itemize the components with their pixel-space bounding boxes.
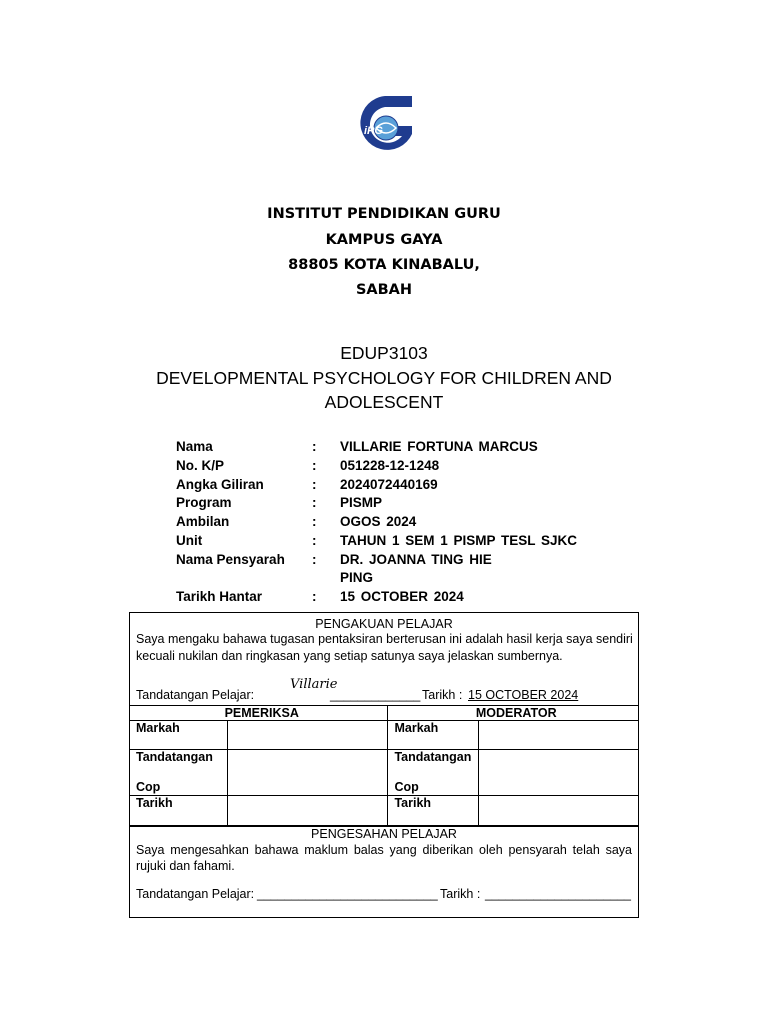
markah-label: Markah	[388, 721, 479, 750]
declaration-line2: kecuali nukilan dan ringkasan yang setiap satunya saya jelaskan sumbernya.	[136, 649, 563, 663]
info-row	[176, 589, 636, 608]
postcode-city: 88805 KOTA KINABALU,	[288, 257, 480, 273]
info-label: Unit	[176, 533, 203, 548]
pemeriksa-tandatangan-cell[interactable]	[227, 750, 388, 796]
pemeriksa-header: PEMERIKSA	[130, 706, 388, 721]
tarikh-label: Tarikh	[388, 796, 479, 826]
info-value: OGOS 2024	[340, 514, 417, 529]
info-row	[176, 495, 636, 514]
moderator-markah-cell[interactable]	[479, 721, 639, 750]
info-value: PISMP	[340, 495, 383, 510]
pemeriksa-tarikh-cell[interactable]	[227, 796, 388, 826]
info-colon: :	[312, 477, 317, 492]
declaration-date-value: 15 OCTOBER 2024	[468, 688, 579, 702]
declaration-line1: Saya mengaku bahawa tugasan pentaksiran berterusan ini adalah hasil kerja saya sendiri	[136, 632, 633, 646]
confirmation-sign-line[interactable]: __________________________	[257, 887, 438, 901]
info-row	[176, 570, 636, 589]
moderator-tarikh-cell[interactable]	[479, 796, 639, 826]
course-code: EDUP3103	[340, 343, 428, 363]
info-row	[176, 533, 636, 552]
info-value: PING	[340, 570, 374, 585]
info-colon: :	[312, 495, 317, 510]
info-row	[176, 514, 636, 533]
info-label: No. K/P	[176, 458, 225, 473]
confirmation-line2: rujuki dan fahami.	[136, 859, 235, 873]
ipg-logo-icon	[356, 94, 414, 164]
logo-text: iPG	[364, 125, 383, 137]
confirmation-date-line[interactable]: _____________________	[485, 887, 631, 901]
info-value: TAHUN 1 SEM 1 PISMP TESL SJKC	[340, 533, 578, 548]
info-label: Angka Giliran	[176, 477, 264, 492]
tandatangan-label: Tandatangan	[136, 750, 213, 764]
confirmation-box	[129, 826, 639, 918]
info-label: Nama	[176, 439, 213, 454]
tarikh-label: Tarikh	[130, 796, 228, 826]
student-sign-label: Tandatangan Pelajar:	[136, 688, 255, 702]
signature-line: _____________	[330, 688, 421, 702]
campus-name: KAMPUS GAYA	[325, 232, 443, 248]
info-value: DR. JOANNA TING HIE	[340, 552, 492, 567]
info-colon: :	[312, 552, 317, 567]
moderator-header: MODERATOR	[388, 706, 639, 721]
info-value: 15 OCTOBER 2024	[340, 589, 464, 604]
assessment-table	[129, 705, 639, 826]
cop-label: Cop	[394, 780, 419, 794]
info-colon: :	[312, 458, 317, 473]
info-colon: :	[312, 533, 317, 548]
info-label: Program	[176, 495, 232, 510]
info-colon: :	[312, 439, 317, 454]
tandatangan-label: Tandatangan	[394, 750, 472, 764]
tandatangan-cop-label	[388, 750, 479, 796]
info-colon: :	[312, 514, 317, 529]
info-label: Nama Pensyarah	[176, 552, 285, 567]
info-value: 051228-12-1248	[340, 458, 440, 473]
institute-name: INSTITUT PENDIDIKAN GURU	[267, 206, 501, 222]
confirmation-date-label: Tarikh :	[440, 887, 481, 901]
tandatangan-cop-label	[130, 750, 228, 796]
info-value: VILLARIE FORTUNA MARCUS	[340, 439, 538, 454]
info-row	[176, 477, 636, 496]
confirmation-line1: Saya mengesahkan bahawa maklum balas yang diberikan oleh pensyarah telah saya	[136, 843, 632, 857]
declaration-title: PENGAKUAN PELAJAR	[315, 617, 453, 631]
info-label: Tarikh Hantar	[176, 589, 263, 604]
cop-label: Cop	[136, 780, 161, 794]
pemeriksa-markah-cell[interactable]	[227, 721, 388, 750]
info-row	[176, 552, 636, 571]
declaration-date-label: Tarikh :	[422, 688, 463, 702]
student-signature: Villarie	[290, 677, 338, 692]
info-value: 2024072440169	[340, 477, 438, 492]
declaration-box	[129, 612, 639, 706]
markah-label: Markah	[130, 721, 228, 750]
course-title-line1: DEVELOPMENTAL PSYCHOLOGY FOR CHILDREN AND	[156, 368, 612, 388]
info-colon: :	[312, 589, 317, 604]
course-title-line2: ADOLESCENT	[324, 392, 444, 412]
info-row	[176, 458, 636, 477]
info-label: Ambilan	[176, 514, 230, 529]
confirmation-sign-label: Tandatangan Pelajar:	[136, 887, 255, 901]
moderator-tandatangan-cell[interactable]	[479, 750, 639, 796]
state-name: SABAH	[355, 282, 413, 298]
confirmation-title: PENGESAHAN PELAJAR	[311, 827, 457, 841]
info-row	[176, 439, 636, 458]
